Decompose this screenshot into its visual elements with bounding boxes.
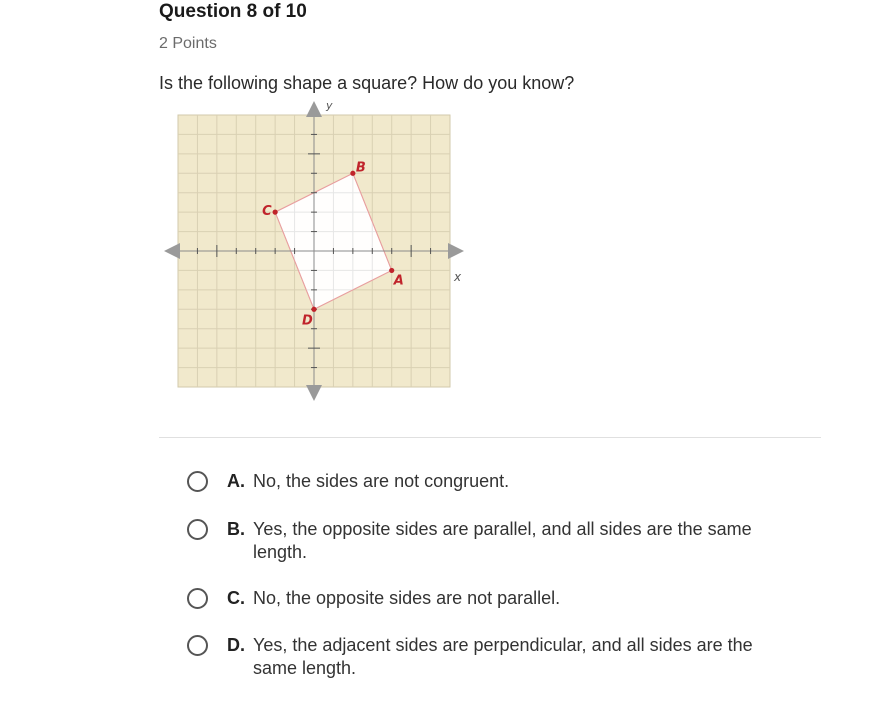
coordinate-plane: [160, 98, 480, 408]
y-axis-label: y: [326, 99, 333, 112]
radio-button[interactable]: [187, 588, 208, 609]
choice-a[interactable]: [187, 470, 807, 493]
choice-text: Yes, the opposite sides are parallel, and all sides are the same length.: [253, 519, 752, 562]
choice-letter: B.: [227, 519, 245, 539]
y-axis-arrow-down: [306, 385, 322, 401]
vertex-point: [350, 171, 355, 176]
choice-letter: D.: [227, 635, 245, 655]
choice-text: No, the sides are not congruent.: [253, 471, 510, 491]
choice-letter: C.: [227, 588, 245, 608]
vertex-point: [311, 307, 316, 312]
choice-d[interactable]: [187, 634, 807, 680]
vertex-label: C: [262, 204, 272, 220]
x-axis-label: x: [454, 270, 462, 284]
coordinate-figure: [160, 98, 480, 413]
choice-letter: A.: [227, 471, 245, 491]
choice-text: Yes, the adjacent sides are perpendicular, and all sides are the same length.: [253, 635, 753, 678]
vertex-label: B: [355, 160, 366, 176]
radio-button[interactable]: [187, 635, 208, 656]
y-axis-arrow-up: [306, 101, 322, 117]
radio-button[interactable]: [187, 519, 208, 540]
choice-text: No, the opposite sides are not parallel.: [253, 588, 561, 608]
choice-b[interactable]: [187, 518, 807, 564]
divider: [159, 437, 821, 438]
radio-button[interactable]: [187, 471, 208, 492]
question-title: Question 8 of 10: [159, 1, 307, 22]
choice-c[interactable]: [187, 587, 807, 610]
x-axis-arrow-right: [448, 243, 464, 259]
question-prompt: Is the following shape a square? How do you know?: [159, 73, 575, 93]
vertex-label: D: [302, 313, 313, 329]
x-axis-arrow-left: [164, 243, 180, 259]
vertex-label: A: [393, 273, 404, 289]
vertex-point: [389, 268, 394, 273]
vertex-point: [273, 210, 278, 215]
question-points: 2 Points: [159, 35, 217, 52]
